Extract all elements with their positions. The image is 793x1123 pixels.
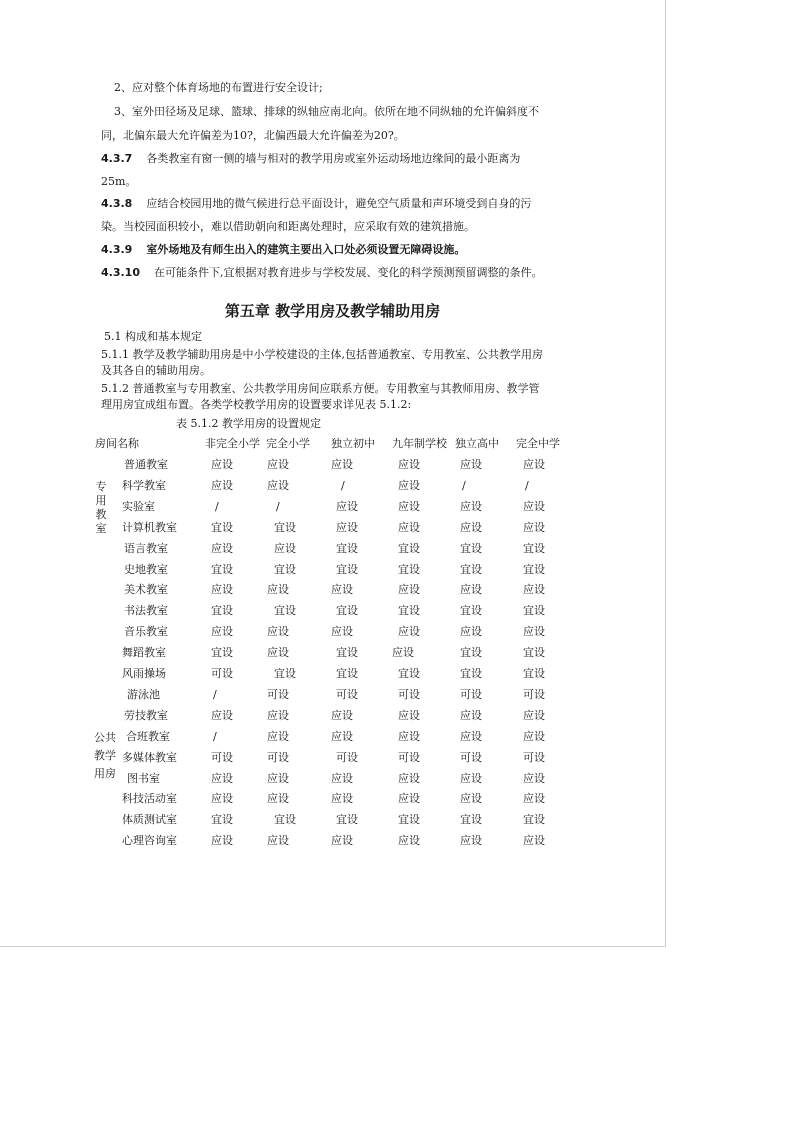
table-cell: 宜设 bbox=[460, 604, 482, 617]
table-row-name: 书法教室 bbox=[124, 604, 168, 617]
table-cell: 宜设 bbox=[398, 563, 420, 576]
table-cell: 应设 bbox=[523, 772, 545, 785]
group-label-public bbox=[94, 729, 122, 783]
table-cell: 应设 bbox=[211, 458, 233, 471]
section-4-3-8 bbox=[101, 197, 531, 211]
table-cell: 宜设 bbox=[336, 604, 358, 617]
table-cell: 应设 bbox=[460, 500, 482, 513]
table-cell: 应设 bbox=[398, 709, 420, 722]
group-label-special bbox=[94, 480, 108, 536]
table-cell: 应设 bbox=[267, 458, 289, 471]
group-char: 教学 bbox=[94, 749, 116, 762]
table-cell: 宜设 bbox=[398, 604, 420, 617]
table-cell: 宜设 bbox=[211, 604, 233, 617]
table-cell: 应设 bbox=[331, 834, 353, 847]
table-cell: 应设 bbox=[523, 730, 545, 743]
table-cell: 应设 bbox=[460, 730, 482, 743]
table-cell: / bbox=[213, 730, 217, 743]
section-4-3-7-line2: 25m。 bbox=[101, 175, 137, 188]
table-cell: 应设 bbox=[267, 709, 289, 722]
table-caption: 表 5.1.2 教学用房的设置规定 bbox=[176, 417, 321, 430]
section-number: 4.3.7 bbox=[101, 152, 133, 165]
section-5-1-2-line1: 5.1.2 普通教室与专用教室、公共教学用房间应联系方便。专用教室与其教师用房、教学管 bbox=[101, 382, 540, 395]
table-cell: 宜设 bbox=[398, 667, 420, 680]
table-cell: 宜设 bbox=[336, 646, 358, 659]
table-header-col-3: 独立初中 bbox=[331, 437, 375, 450]
table-cell: 宜设 bbox=[336, 542, 358, 555]
table-cell: 应设 bbox=[267, 625, 289, 638]
table-cell: 可设 bbox=[460, 751, 482, 764]
section-number: 4.3.9 bbox=[101, 243, 133, 256]
section-text: 室外场地及有师生出入的建筑主要出入口处必须设置无障碍设施。 bbox=[146, 243, 466, 256]
table-row-name: 合班教室 bbox=[126, 730, 170, 743]
table-cell: 可设 bbox=[211, 751, 233, 764]
table-row-name: 多媒体教室 bbox=[122, 751, 177, 764]
table-cell: 应设 bbox=[336, 500, 358, 513]
table-cell: / bbox=[215, 500, 219, 513]
table-cell: 宜设 bbox=[460, 563, 482, 576]
section-5-1-1-line1: 5.1.1 教学及教学辅助用房是中小学校建设的主体,包括普通教室、专用教室、公共教学用房 bbox=[101, 348, 543, 361]
table-cell: 宜设 bbox=[336, 813, 358, 826]
table-cell: 应设 bbox=[523, 792, 545, 805]
table-cell: 宜设 bbox=[460, 813, 482, 826]
table-cell: 应设 bbox=[460, 772, 482, 785]
table-cell: 可设 bbox=[336, 688, 358, 701]
table-cell: 应设 bbox=[460, 709, 482, 722]
table-cell: 宜设 bbox=[460, 542, 482, 555]
table-cell: 应设 bbox=[267, 730, 289, 743]
table-cell: 应设 bbox=[274, 542, 296, 555]
table-row-name: 计算机教室 bbox=[122, 521, 177, 534]
section-text: 在可能条件下,宜根据对教育进步与学校发展、变化的科学预测预留调整的条件。 bbox=[153, 266, 543, 279]
table-header-col-1: 非完全小学 bbox=[205, 437, 260, 450]
table-cell: 应设 bbox=[460, 625, 482, 638]
table-cell: 应设 bbox=[211, 709, 233, 722]
table-cell: 应设 bbox=[331, 625, 353, 638]
section-5-1-1-line2: 及其各自的辅助用房。 bbox=[101, 364, 211, 377]
table-cell: 应设 bbox=[211, 772, 233, 785]
table-cell: 宜设 bbox=[274, 813, 296, 826]
table-cell: 宜设 bbox=[523, 542, 545, 555]
table-cell: 可设 bbox=[336, 751, 358, 764]
table-cell: 应设 bbox=[211, 792, 233, 805]
table-cell: 应设 bbox=[398, 834, 420, 847]
table-cell: 宜设 bbox=[523, 563, 545, 576]
section-text: 应结合校园用地的微气候进行总平面设计，避免空气质量和声环境受到自身的污 bbox=[146, 197, 532, 210]
table-cell: 宜设 bbox=[336, 667, 358, 680]
table-cell: 宜设 bbox=[460, 646, 482, 659]
table-cell: 宜设 bbox=[274, 604, 296, 617]
table-cell: 宜设 bbox=[523, 813, 545, 826]
table-cell: 应设 bbox=[398, 521, 420, 534]
table-row-name: 舞蹈教室 bbox=[122, 646, 166, 659]
table-cell: 可设 bbox=[211, 667, 233, 680]
section-5-1-heading: 5.1 构成和基本规定 bbox=[104, 330, 202, 343]
table-cell: 宜设 bbox=[211, 646, 233, 659]
group-char: 专 bbox=[95, 480, 107, 493]
table-cell: 应设 bbox=[331, 583, 353, 596]
table-row-name: 图书室 bbox=[127, 772, 160, 785]
table-row-name: 普通教室 bbox=[124, 458, 168, 471]
table-cell: 应设 bbox=[211, 542, 233, 555]
section-4-3-8-line2: 染。当校园面积较小，难以借助朝向和距离处理时，应采取有效的建筑措施。 bbox=[101, 220, 475, 233]
table-cell: 宜设 bbox=[274, 667, 296, 680]
table-row-name: 风雨操场 bbox=[122, 667, 166, 680]
table-cell: 应设 bbox=[211, 479, 233, 492]
table-cell: 应设 bbox=[460, 458, 482, 471]
table-cell: 宜设 bbox=[211, 563, 233, 576]
table-cell: 应设 bbox=[398, 625, 420, 638]
table-row-name: 游泳池 bbox=[127, 688, 160, 701]
table-cell: 可设 bbox=[398, 688, 420, 701]
table-row-name: 体质测试室 bbox=[122, 813, 177, 826]
section-5-1-2-line2: 理用房宜成组布置。各类学校教学用房的设置要求详见表 5.1.2: bbox=[101, 398, 412, 411]
table-cell: 应设 bbox=[460, 834, 482, 847]
table-cell: 可设 bbox=[267, 751, 289, 764]
table-header-col-5: 独立高中 bbox=[455, 437, 499, 450]
table-cell: 可设 bbox=[267, 688, 289, 701]
table-row-name: 科技活动室 bbox=[122, 792, 177, 805]
group-char: 用 bbox=[95, 494, 107, 507]
table-row-name: 音乐教室 bbox=[124, 625, 168, 638]
table-cell: 可设 bbox=[523, 751, 545, 764]
table-cell: 应设 bbox=[398, 772, 420, 785]
table-cell: 宜设 bbox=[398, 813, 420, 826]
table-header-col-6: 完全中学 bbox=[516, 437, 560, 450]
table-cell: 宜设 bbox=[274, 521, 296, 534]
table-cell: / bbox=[341, 479, 345, 492]
table-cell: 应设 bbox=[267, 792, 289, 805]
table-cell: 应设 bbox=[523, 521, 545, 534]
table-cell: 应设 bbox=[460, 521, 482, 534]
table-cell: / bbox=[276, 500, 280, 513]
table-cell: 应设 bbox=[398, 583, 420, 596]
group-char: 用房 bbox=[94, 767, 116, 780]
table-cell: / bbox=[462, 479, 466, 492]
table-row-name: 科学教室 bbox=[122, 479, 166, 492]
section-4-3-10 bbox=[101, 266, 542, 280]
section-number: 4.3.8 bbox=[101, 197, 133, 210]
table-cell: / bbox=[525, 479, 529, 492]
table-cell: 宜设 bbox=[211, 813, 233, 826]
table-cell: 宜设 bbox=[336, 563, 358, 576]
table-cell: 应设 bbox=[523, 583, 545, 596]
table-cell: 应设 bbox=[267, 479, 289, 492]
chapter-title: 第五章 教学用房及教学辅助用房 bbox=[224, 302, 441, 320]
table-cell: 应设 bbox=[392, 646, 414, 659]
table-row-name: 语言教室 bbox=[124, 542, 168, 555]
group-char: 公共 bbox=[94, 731, 116, 744]
table-cell: 应设 bbox=[398, 479, 420, 492]
table-cell: 应设 bbox=[336, 521, 358, 534]
section-4-3-7 bbox=[101, 152, 520, 166]
table-cell: 应设 bbox=[523, 834, 545, 847]
group-char: 教 bbox=[95, 508, 107, 521]
table-cell: 应设 bbox=[523, 458, 545, 471]
table-cell: 宜设 bbox=[523, 667, 545, 680]
paragraph-item-2: 2、应对整个体育场地的布置进行安全设计; bbox=[114, 81, 323, 94]
table-cell: 应设 bbox=[460, 792, 482, 805]
table-cell: 应设 bbox=[267, 772, 289, 785]
table-row-name: 史地教室 bbox=[124, 563, 168, 576]
table-cell: 宜设 bbox=[523, 646, 545, 659]
table-cell: 宜设 bbox=[398, 542, 420, 555]
table-cell: 应设 bbox=[398, 792, 420, 805]
table-cell: 应设 bbox=[267, 834, 289, 847]
table-cell: 宜设 bbox=[274, 563, 296, 576]
table-cell: 应设 bbox=[398, 500, 420, 513]
table-cell: 可设 bbox=[460, 688, 482, 701]
table-row-name: 心理咨询室 bbox=[122, 834, 177, 847]
table-header-room-name: 房间名称 bbox=[95, 437, 139, 450]
table-cell: 应设 bbox=[523, 709, 545, 722]
table-cell: 应设 bbox=[331, 772, 353, 785]
table-cell: 应设 bbox=[398, 458, 420, 471]
table-cell: 宜设 bbox=[523, 604, 545, 617]
table-cell: 应设 bbox=[331, 792, 353, 805]
table-cell: 宜设 bbox=[460, 667, 482, 680]
table-cell: 应设 bbox=[331, 730, 353, 743]
table-header-col-2: 完全小学 bbox=[266, 437, 310, 450]
section-number: 4.3.10 bbox=[101, 266, 140, 279]
table-cell: 可设 bbox=[523, 688, 545, 701]
table-row-name: 实验室 bbox=[122, 500, 155, 513]
table-cell: 应设 bbox=[523, 500, 545, 513]
paragraph-item-3-line2: 同，北偏东最大允许偏差为10?，北偏西最大允许偏差为20?。 bbox=[101, 129, 405, 142]
paragraph-item-3-line1: 3、室外田径场及足球、篮球、排球的纵轴应南北向。依所在地不同纵轴的允许偏斜度不 bbox=[114, 105, 539, 118]
table-header-col-4: 九年制学校 bbox=[392, 437, 447, 450]
table-cell: 宜设 bbox=[211, 521, 233, 534]
table-cell: 应设 bbox=[398, 730, 420, 743]
table-cell: 应设 bbox=[331, 709, 353, 722]
table-cell: 应设 bbox=[331, 458, 353, 471]
table-cell: 应设 bbox=[211, 625, 233, 638]
table-cell: 应设 bbox=[211, 583, 233, 596]
table-row-name: 美术教室 bbox=[124, 583, 168, 596]
table-row-name: 劳技教室 bbox=[124, 709, 168, 722]
table-cell: 应设 bbox=[267, 583, 289, 596]
table-cell: 应设 bbox=[460, 583, 482, 596]
section-4-3-9 bbox=[101, 243, 465, 257]
section-text: 各类教室有窗一侧的墙与相对的教学用房或室外运动场地边缘间的最小距离为 bbox=[146, 152, 521, 165]
table-cell: 应设 bbox=[211, 834, 233, 847]
group-char: 室 bbox=[95, 522, 107, 535]
table-cell: / bbox=[213, 688, 217, 701]
table-cell: 应设 bbox=[523, 625, 545, 638]
table-cell: 可设 bbox=[398, 751, 420, 764]
table-cell: 应设 bbox=[267, 646, 289, 659]
